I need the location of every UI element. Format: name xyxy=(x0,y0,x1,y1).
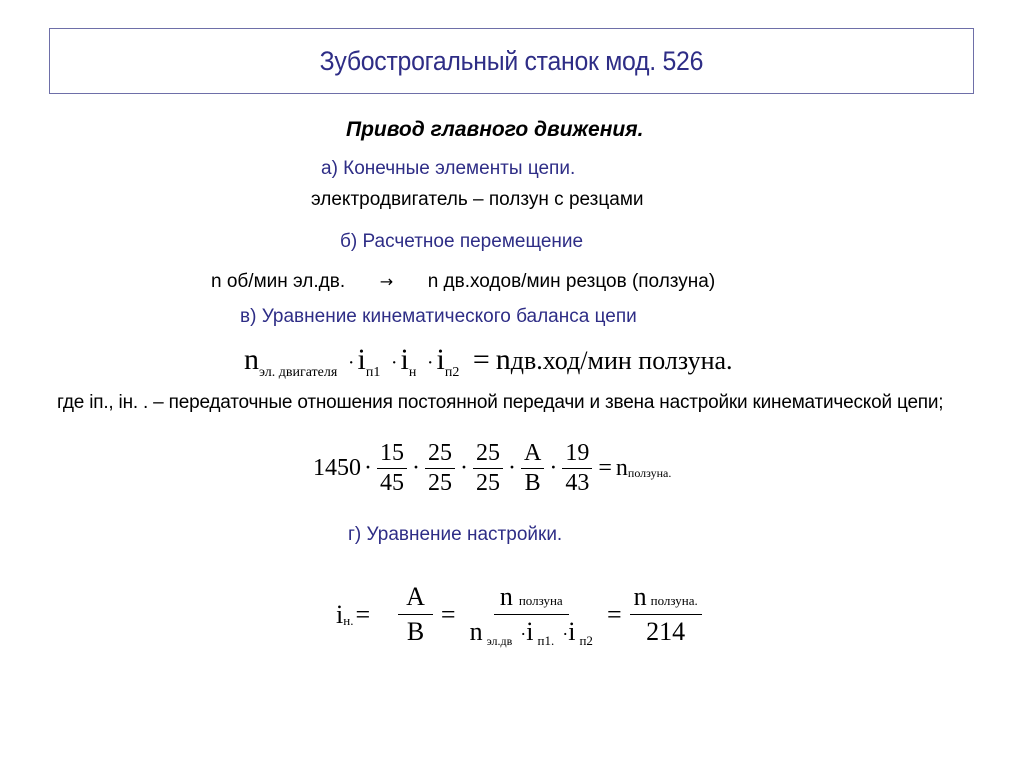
fraction: $\frac{25}{25}$ xyxy=(473,440,503,497)
section-g-label: г) Уравнение настройки. xyxy=(348,524,563,545)
lhs-equals: = xyxy=(355,599,371,629)
eq-i3-sub: п2 xyxy=(444,365,460,380)
section-a-text: электродвигатель – ползун с резцами xyxy=(311,189,644,210)
fraction-n-ratio: $\frac{\text{n ползуна}}{\text{n эл.дв ·i п1. ·i п2}}$ xyxy=(469,582,593,648)
numeric-balance-equation: 1450 · $\frac{15}{45}$ · $\frac{25}{25}$ · $\frac{25}{25}$ · $\frac{A}{B}$ · $\frac{19}{43}$ = n ползуна. xyxy=(313,440,672,496)
eq-i2: i xyxy=(400,343,409,376)
eq-n-sub: эл. двигателя xyxy=(259,365,338,380)
equals: = xyxy=(440,599,456,629)
equals: = xyxy=(606,599,622,629)
fraction: $\frac{15}{45}$ xyxy=(377,440,407,497)
fraction: $\frac{25}{25}$ xyxy=(425,440,455,497)
kinematic-balance-equation xyxy=(244,343,733,380)
fraction-n-214: $\frac{\text{n ползуна.}}{214}$ xyxy=(630,582,702,647)
section-a-label: а) Конечные элементы цепи. xyxy=(321,158,576,179)
eq-dot: · xyxy=(347,352,355,374)
slide-title: Зубострогальный станок мод. 526 xyxy=(319,45,704,76)
movement-to: n дв.ходов/мин резцов (ползуна) xyxy=(427,271,716,292)
movement-from: n об/мин эл.дв. xyxy=(211,271,346,292)
coefficient: 1450 xyxy=(313,455,361,481)
section-b-movement xyxy=(211,271,715,293)
eq-dot: · xyxy=(426,352,434,374)
eq-i1-sub: п1 xyxy=(365,365,381,380)
setup-equation xyxy=(336,582,704,647)
eq-rhs-n: n xyxy=(615,455,628,481)
eq-equals: = xyxy=(472,343,490,376)
eq-rhs-n: n xyxy=(495,343,511,376)
section-b-label: б) Расчетное перемещение xyxy=(340,231,584,252)
eq-n: n xyxy=(244,343,259,376)
explanation-paragraph: где iп., iн. . – передаточные отношения постоянной передачи и звена настройки кинематической цепи; xyxy=(57,392,944,413)
eq-rhs-sub: ползуна. xyxy=(627,466,672,480)
fraction: $\frac{A}{B}$ xyxy=(521,440,544,497)
slide-title-box xyxy=(49,28,974,94)
eq-rhs-text: дв.ход/мин ползуна. xyxy=(510,346,733,375)
eq-i1: i xyxy=(357,343,366,376)
lhs-sub: н. xyxy=(343,612,354,628)
section-v-label: в) Уравнение кинематического баланса цепи xyxy=(240,306,637,327)
eq-dot: · xyxy=(390,352,398,374)
eq-i3: i xyxy=(436,343,445,376)
eq-equals: = xyxy=(598,455,612,481)
eq-i2-sub: н xyxy=(408,365,417,380)
arrow-right-icon: → xyxy=(379,272,394,291)
fraction-a-b: $\frac{A}{B}$ xyxy=(398,582,433,647)
section-heading: Привод главного движения. xyxy=(346,118,644,141)
lhs-i: i xyxy=(336,599,344,629)
fraction: $\frac{19}{43}$ xyxy=(562,440,592,497)
